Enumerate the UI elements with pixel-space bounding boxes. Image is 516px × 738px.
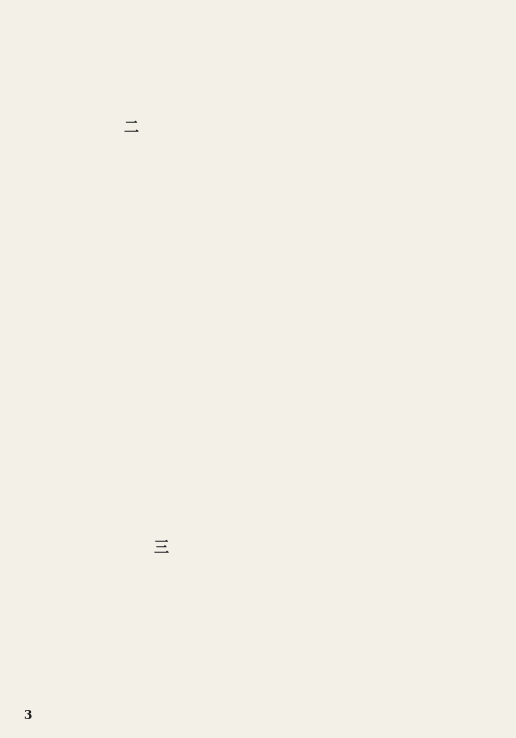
section-marker-two: 二 <box>124 118 140 136</box>
section-marker-three: 三 <box>154 538 170 556</box>
upper-text-block <box>34 22 492 322</box>
lower-text-block <box>34 372 492 690</box>
page-number: 3 <box>24 708 33 722</box>
